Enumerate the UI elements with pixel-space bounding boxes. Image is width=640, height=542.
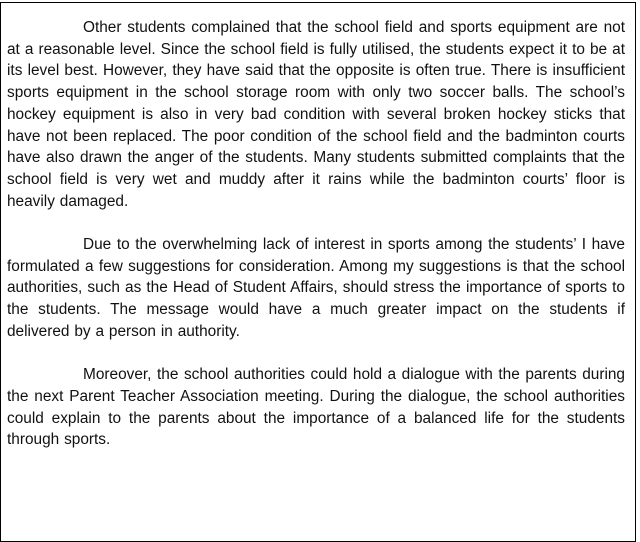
document-body <box>7 17 625 473</box>
document-frame <box>0 2 636 542</box>
paragraph-sports-facilities: Other students complained that the school field and sports equipment are not at a reasonable level. Since the school field is fully utilised, the students expect it to be at its level best. However, they have said that the opposite is often true. There is insufficient sports equipment in the school storage room with only two soccer balls. The school’s hockey equipment is also in very bad condition with several broken hockey sticks that have not been replaced. The poor condition of the school field and the badminton courts have also drawn the anger of the students. Many students submitted complaints that the school field is very wet and muddy after it rains while the badminton courts’ floor is heavily damaged. <box>7 19 625 210</box>
paragraph-suggestions: Due to the overwhelming lack of interest in sports among the students’ I have formulated a few suggestions for consideration. Among my suggestions is that the school authorities, such as the Head of Student Affairs, should stress the importance of sports to the students. The message would have a much greater impact on the students if delivered by a person in authority. <box>7 236 625 340</box>
paragraph-parent-dialogue: Moreover, the school authorities could hold a dialogue with the parents during the next Parent Teacher Association meeting. During the dialogue, the school authorities could explain to the parents about the importance of a balanced life for the students through sports. <box>7 366 625 449</box>
